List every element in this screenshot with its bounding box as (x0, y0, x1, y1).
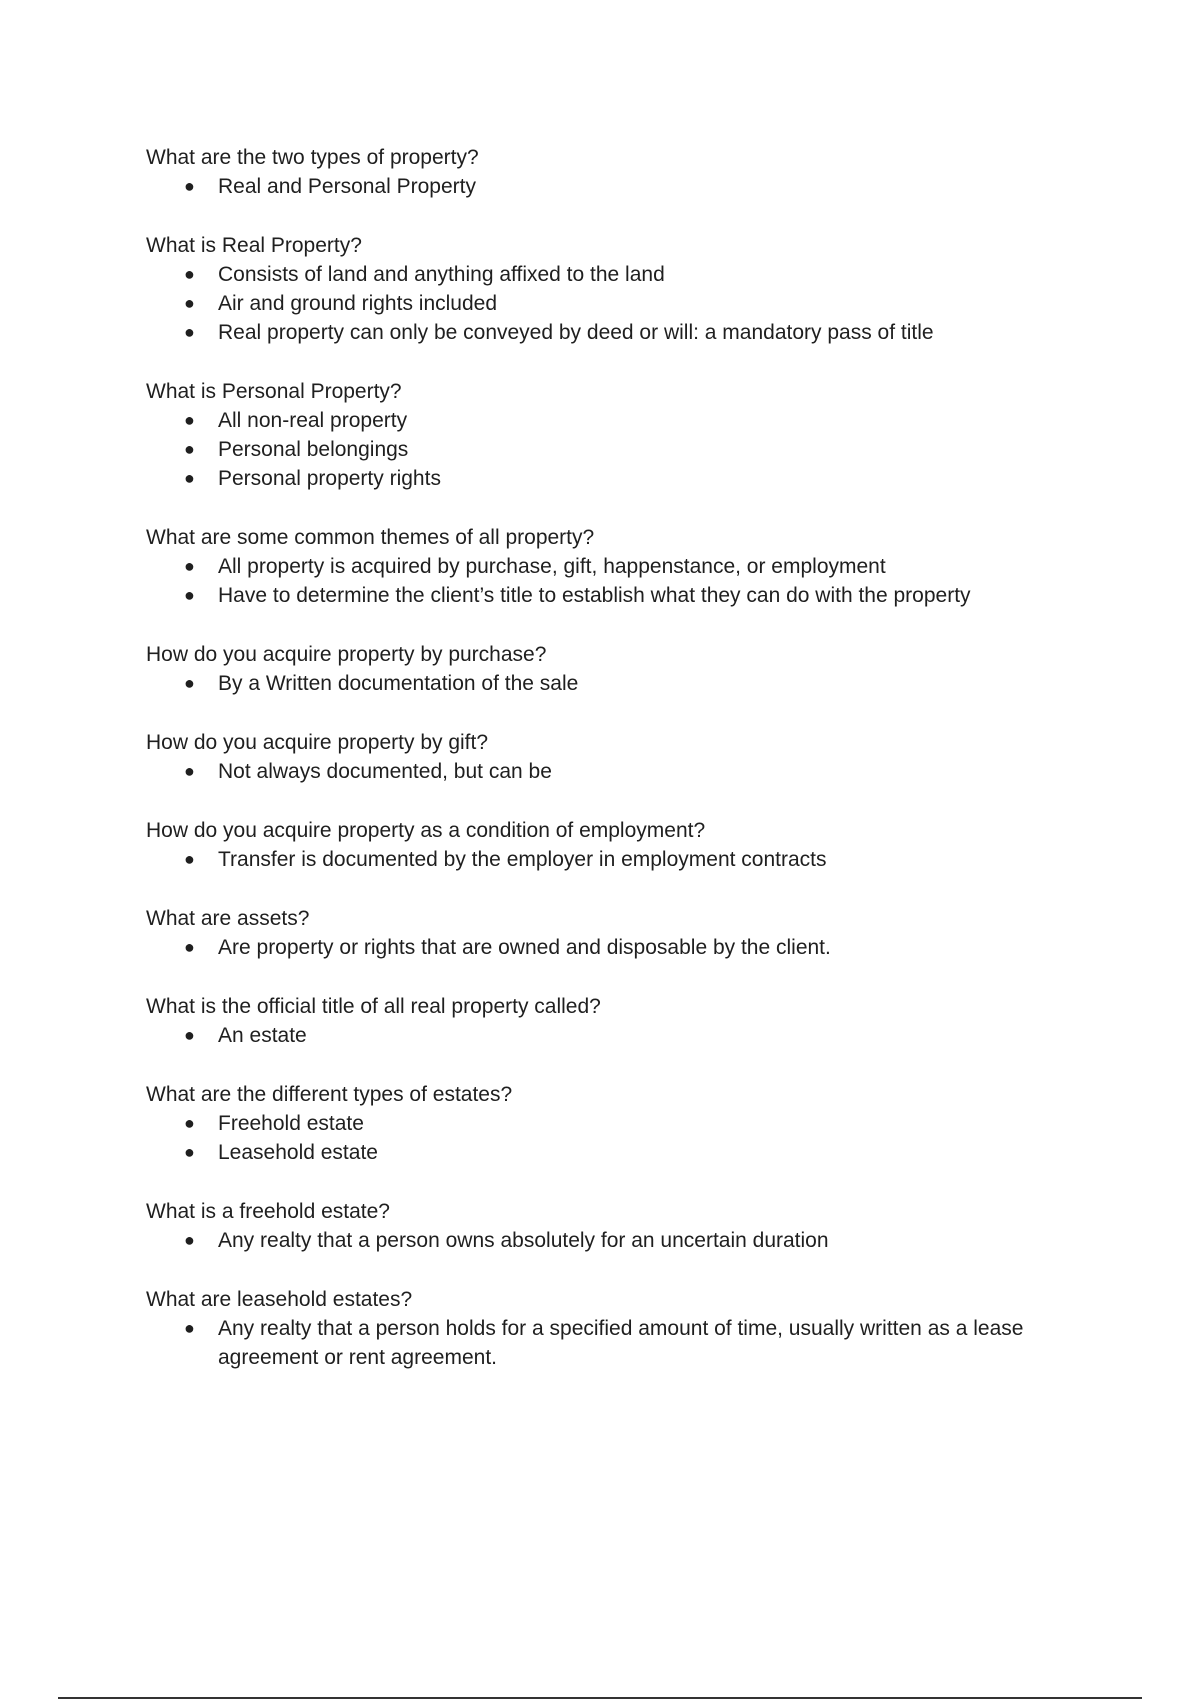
document-body (146, 143, 1086, 1402)
question-text: What are the two types of property? (146, 146, 479, 169)
answer-text: Personal property rights (218, 467, 441, 490)
qa-section (146, 992, 1086, 1050)
question-text: How do you acquire property by purchase? (146, 643, 547, 666)
answer-item (146, 172, 1086, 201)
answer-item (146, 845, 1086, 874)
answer-item (146, 552, 1086, 581)
bullet-icon: ● (184, 673, 195, 693)
answer-item (146, 1138, 1086, 1167)
question-text: What is Real Property? (146, 234, 362, 257)
answer-list (146, 845, 1086, 874)
answer-text: Not always documented, but can be (218, 760, 552, 783)
answer-item (146, 260, 1086, 289)
answer-text: Have to determine the client’s title to establish what they can do with the property (218, 584, 971, 607)
answer-list (146, 172, 1086, 201)
answer-text: An estate (218, 1024, 307, 1047)
qa-section (146, 143, 1086, 201)
bullet-icon: ● (184, 556, 195, 576)
answer-item (146, 289, 1086, 318)
bullet-icon: ● (184, 293, 195, 313)
qa-section (146, 728, 1086, 786)
bullet-icon: ● (184, 1113, 195, 1133)
answer-text: Any realty that a person owns absolutely for an uncertain duration (218, 1229, 829, 1252)
answer-text: Real and Personal Property (218, 175, 476, 198)
question-text: How do you acquire property as a condition of employment? (146, 819, 706, 842)
answer-text: Transfer is documented by the employer in employment contracts (218, 848, 827, 871)
answer-item (146, 318, 1086, 347)
qa-section (146, 1080, 1086, 1167)
question-text: What are some common themes of all property? (146, 526, 595, 549)
answer-text: All non-real property (218, 409, 408, 432)
answer-list (146, 933, 1086, 962)
answer-text: Freehold estate (218, 1112, 364, 1135)
answer-item (146, 406, 1086, 435)
qa-section (146, 1285, 1086, 1372)
answer-item (146, 1109, 1086, 1138)
question-text: What is the official title of all real property called? (146, 995, 601, 1018)
bullet-icon: ● (184, 585, 195, 605)
answer-item (146, 1314, 1086, 1372)
answer-text: Real property can only be conveyed by deed or will: a mandatory pass of title (218, 321, 934, 344)
qa-section (146, 523, 1086, 610)
question-text: How do you acquire property by gift? (146, 731, 489, 754)
answer-item (146, 933, 1086, 962)
answer-list (146, 406, 1086, 493)
qa-section (146, 377, 1086, 493)
bullet-icon: ● (184, 176, 195, 196)
bullet-icon: ● (184, 468, 195, 488)
answer-list (146, 757, 1086, 786)
qa-section (146, 816, 1086, 874)
qa-section (146, 640, 1086, 698)
answer-text: Consists of land and anything affixed to the land (218, 263, 665, 286)
bullet-icon: ● (184, 1142, 195, 1162)
bullet-icon: ● (184, 1318, 195, 1338)
bullet-icon: ● (184, 937, 195, 957)
answer-item (146, 435, 1086, 464)
answer-text: Air and ground rights included (218, 292, 498, 315)
answer-text: Personal belongings (218, 438, 409, 461)
question-text: What are assets? (146, 907, 310, 930)
answer-list (146, 1226, 1086, 1255)
answer-text: All property is acquired by purchase, gift, happenstance, or employment (218, 555, 886, 578)
bullet-icon: ● (184, 849, 195, 869)
bullet-icon: ● (184, 410, 195, 430)
question-text: What are the different types of estates? (146, 1083, 513, 1106)
bullet-icon: ● (184, 1025, 195, 1045)
question-text: What are leasehold estates? (146, 1288, 413, 1311)
qa-section (146, 904, 1086, 962)
answer-item (146, 669, 1086, 698)
answer-item (146, 464, 1086, 493)
answer-list (146, 552, 1086, 610)
answer-item (146, 757, 1086, 786)
answer-text: Any realty that a person holds for a specified amount of time, usually written as a lease agreement or rent agreement. (218, 1317, 1024, 1369)
answer-text: Are property or rights that are owned and disposable by the client. (218, 936, 831, 959)
answer-item (146, 1021, 1086, 1050)
bullet-icon: ● (184, 1230, 195, 1250)
bullet-icon: ● (184, 761, 195, 781)
answer-item (146, 581, 1086, 610)
qa-section (146, 1197, 1086, 1255)
answer-list (146, 669, 1086, 698)
answer-list (146, 1314, 1086, 1372)
bullet-icon: ● (184, 322, 195, 342)
answer-item (146, 1226, 1086, 1255)
bullet-icon: ● (184, 439, 195, 459)
question-text: What is Personal Property? (146, 380, 402, 403)
page-bottom-rule (58, 1697, 1142, 1699)
answer-text: Leasehold estate (218, 1141, 378, 1164)
answer-text: By a Written documentation of the sale (218, 672, 579, 695)
qa-section (146, 231, 1086, 347)
answer-list (146, 1109, 1086, 1167)
answer-list (146, 260, 1086, 347)
bullet-icon: ● (184, 264, 195, 284)
question-text: What is a freehold estate? (146, 1200, 390, 1223)
answer-list (146, 1021, 1086, 1050)
